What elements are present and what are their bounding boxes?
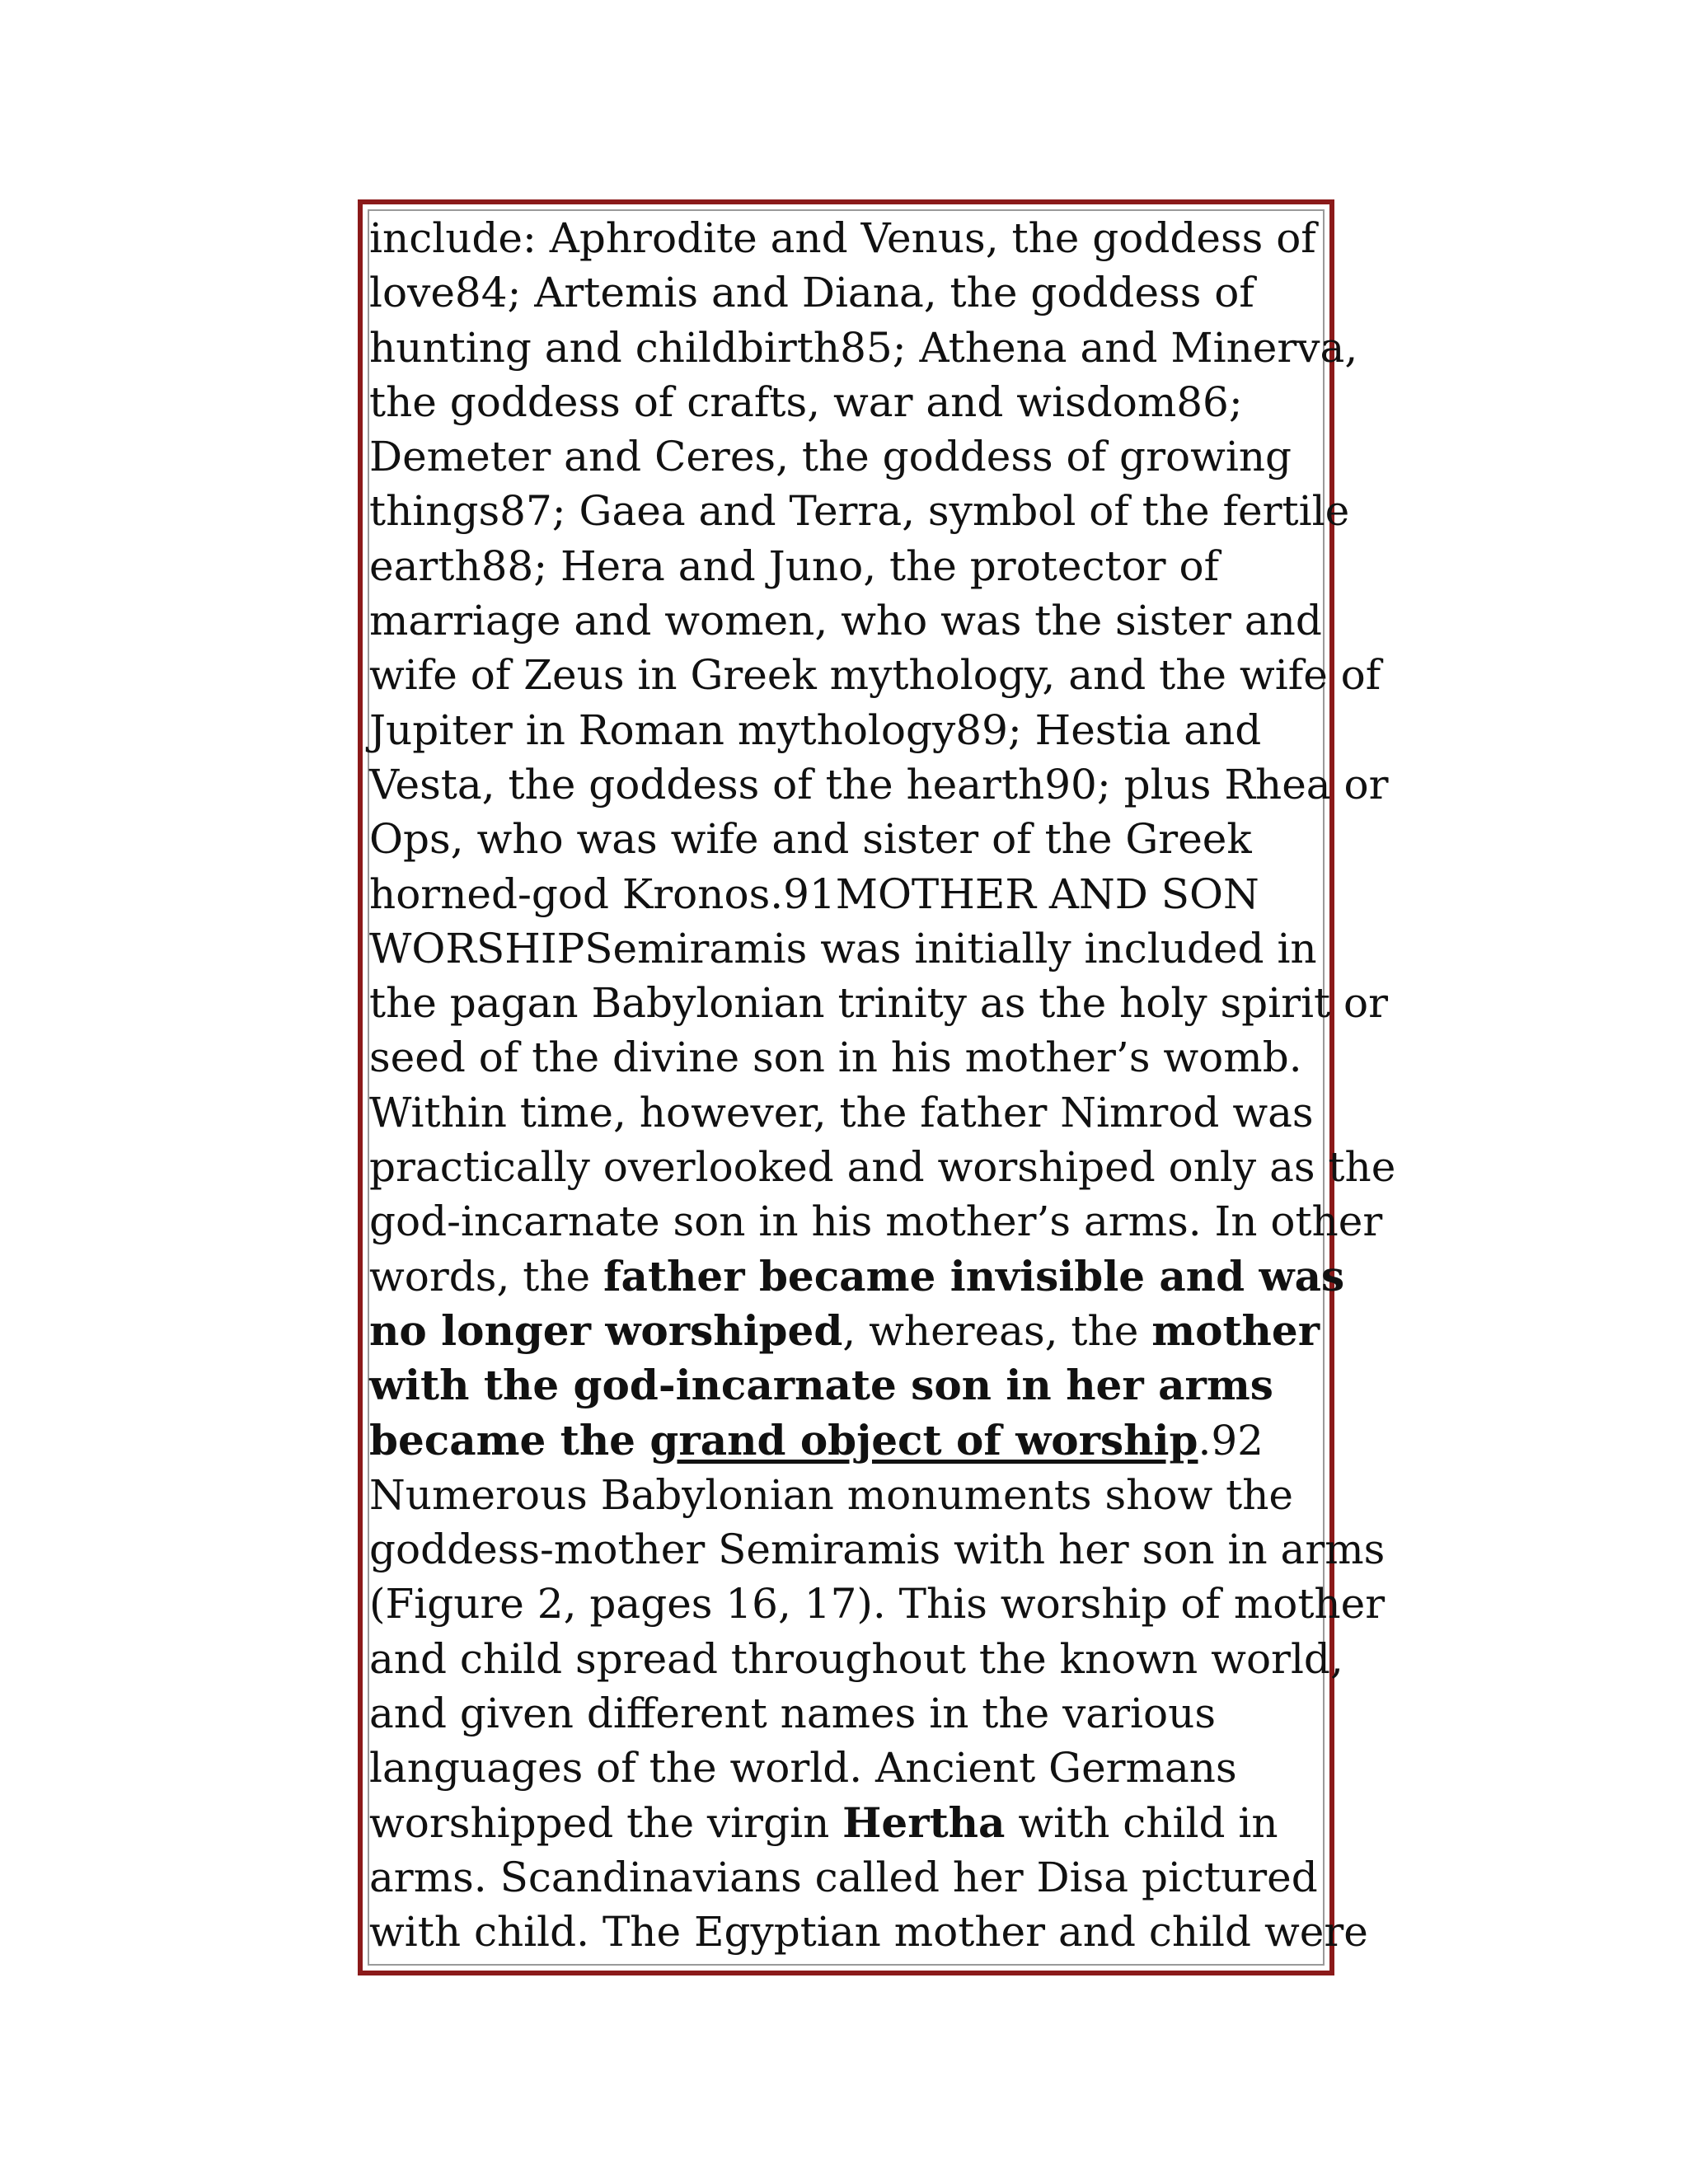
text-line [369, 1140, 1396, 1194]
text-line [369, 1686, 1325, 1741]
text-segment: arms. Scandinavians called her Disa pictured [369, 1853, 1318, 1901]
text-segment: and child spread throughout the known world, [369, 1634, 1343, 1683]
text-line [369, 211, 1325, 265]
text-segment: wife of Zeus in Greek mythology, and the wife of [369, 651, 1381, 700]
text-segment: with child in [1005, 1798, 1278, 1847]
document-body [369, 211, 1396, 1960]
text-line [369, 1522, 1386, 1577]
text-line [369, 1850, 1325, 1905]
text-line [369, 1085, 1325, 1140]
text-line [369, 1796, 1325, 1850]
text-line [369, 1632, 1343, 1686]
bold-text-segment: with the god-incarnate son in her arms [369, 1361, 1273, 1410]
text-segment: hunting and childbirth85; Athena and Minerva, [369, 323, 1358, 372]
text-line [369, 1905, 1368, 1959]
text-segment: marriage and women, who was the sister and [369, 597, 1322, 645]
text-line [369, 976, 1389, 1030]
bold-text-segment: mother [1151, 1305, 1320, 1355]
text-line [369, 812, 1325, 866]
text-line [369, 1249, 1345, 1304]
bold-text-segment: Hertha [842, 1797, 1006, 1847]
text-segment: languages of the world. Ancient Germans [369, 1744, 1237, 1793]
text-line [369, 321, 1358, 375]
text-line [369, 1030, 1325, 1085]
text-segment: practically overlooked and worshiped only as the [369, 1143, 1396, 1192]
text-segment: include: Aphrodite and Venus, the goddess of [369, 214, 1316, 262]
text-segment: Vesta, the goddess of the hearth90; plus Rhea or [369, 760, 1389, 808]
text-segment: words, the [369, 1252, 604, 1301]
text-segment: seed of the divine son in his mother’s womb. [369, 1033, 1302, 1082]
text-segment: goddess-mother Semiramis with her son in arms [369, 1526, 1386, 1574]
text-segment: the pagan Babylonian trinity as the holy spirit or [369, 979, 1389, 1028]
text-segment: Ops, who was wife and sister of the Greek [369, 815, 1252, 864]
text-segment: horned-god Kronos.91MOTHER AND SON [369, 869, 1259, 918]
text-segment: the goddess of crafts, war and wisdom86; [369, 377, 1243, 426]
text-segment: Demeter and Ceres, the goddess of growing [369, 433, 1292, 481]
text-segment: .92 [1198, 1416, 1264, 1465]
text-line [369, 1468, 1325, 1522]
text-line [369, 1304, 1325, 1358]
text-segment: Within time, however, the father Nimrod was [369, 1088, 1314, 1137]
text-segment: god-incarnate son in his mother’s arms. In other [369, 1197, 1383, 1246]
text-line [369, 1358, 1325, 1413]
text-segment: and given different names in the various [369, 1690, 1216, 1738]
text-segment: things87; Gaea and Terra, symbol of the fertile [369, 487, 1350, 536]
text-line [369, 1413, 1325, 1468]
text-segment: (Figure 2, pages 16, 17). This worship of mother [369, 1580, 1386, 1629]
text-line [369, 648, 1381, 702]
text-line [369, 703, 1325, 757]
text-line [369, 375, 1325, 429]
text-segment: Jupiter in Roman mythology89; Hestia and [369, 705, 1262, 754]
text-line [369, 593, 1325, 648]
text-line [369, 1577, 1386, 1631]
text-segment: with child. The Egyptian mother and child were [369, 1908, 1368, 1957]
bold-text-segment: father became invisible and was [603, 1251, 1345, 1301]
text-segment: Numerous Babylonian monuments show the [369, 1470, 1294, 1519]
text-line [369, 921, 1325, 976]
text-segment: worshipped the virgin [369, 1798, 843, 1847]
text-line [369, 867, 1325, 921]
text-segment: WORSHIPSemiramis was initially included in [369, 924, 1317, 972]
text-segment: earth88; Hera and Juno, the protector of [369, 541, 1220, 590]
text-line [369, 757, 1389, 812]
bold-text-segment: grand object of worship [649, 1415, 1198, 1465]
text-line [369, 429, 1325, 484]
text-line [369, 1194, 1383, 1249]
bold-text-segment: no longer worshiped [369, 1305, 843, 1355]
text-line [369, 1741, 1325, 1795]
bold-text-segment: became the [369, 1415, 650, 1465]
text-line [369, 539, 1325, 593]
text-segment: , whereas, the [842, 1306, 1152, 1355]
text-segment: love84; Artemis and Diana, the goddess of [369, 269, 1254, 317]
text-line [369, 484, 1350, 538]
text-line [369, 265, 1325, 320]
